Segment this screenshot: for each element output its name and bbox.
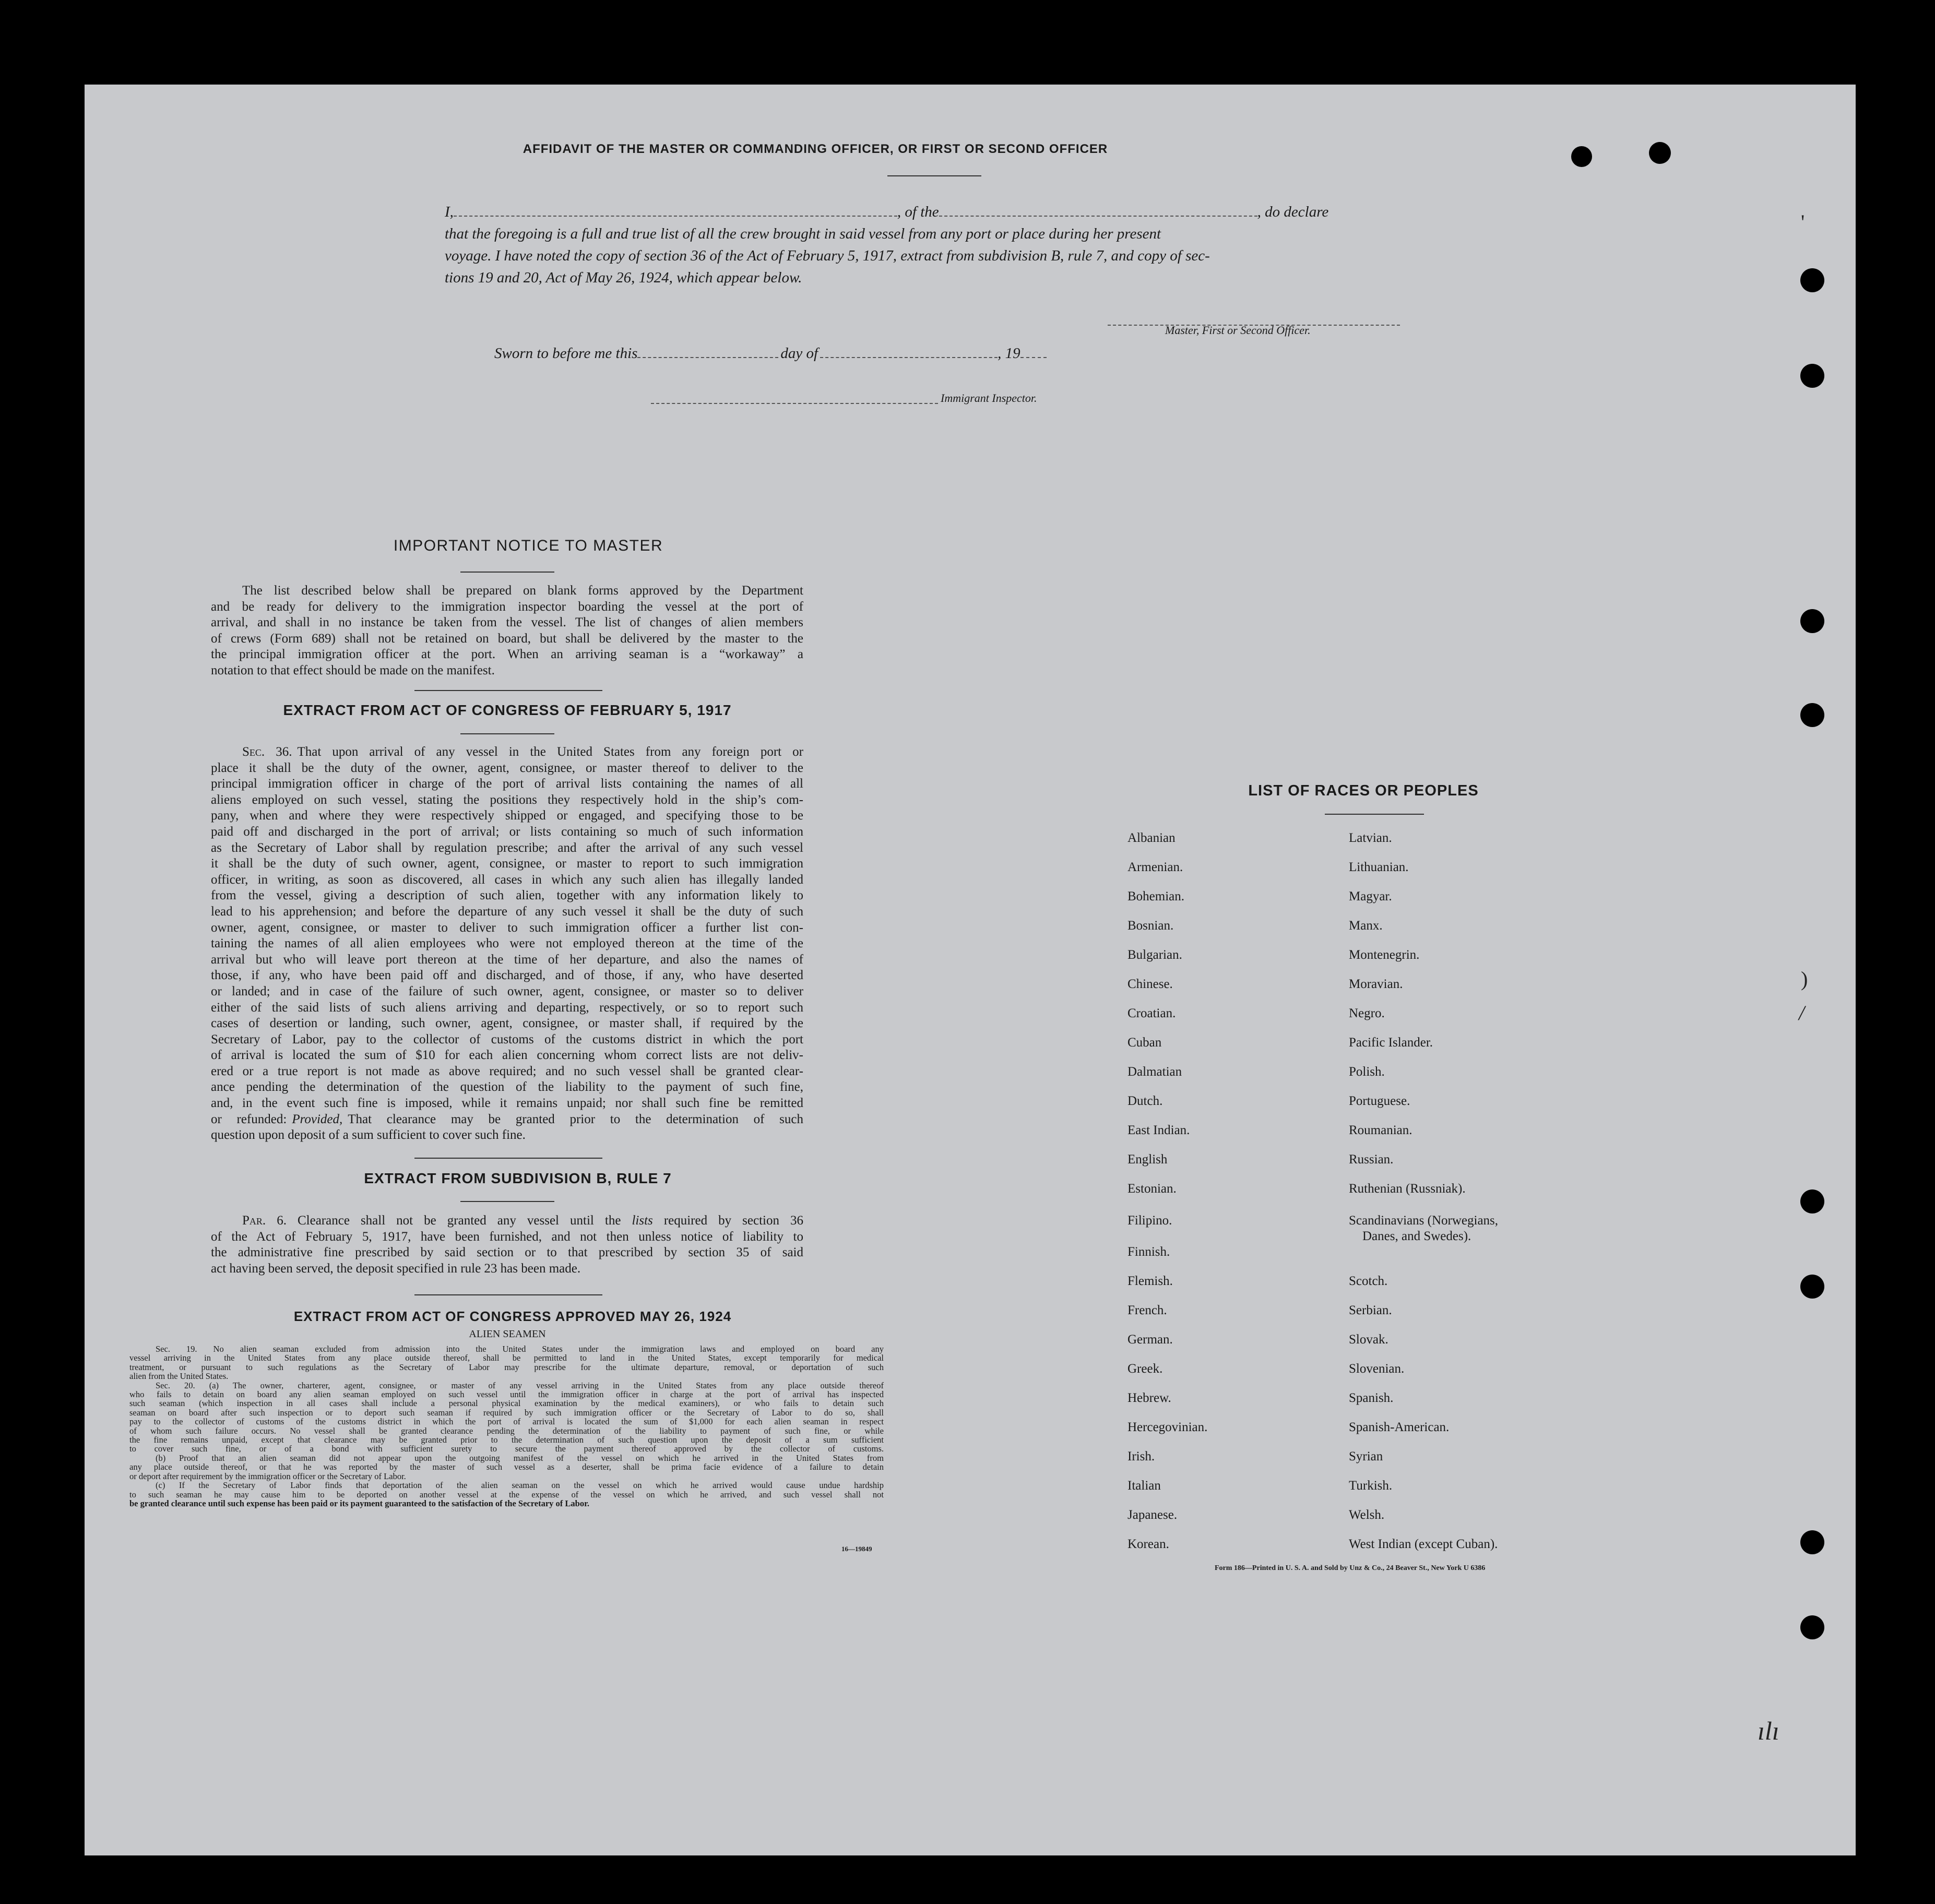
section-36-line: of arrival is located the sum of $10 for each alien concerning whom correct lists are not deliv- [211, 1048, 803, 1063]
race-item: Finnish. [1127, 1245, 1170, 1259]
section-36-line: or landed; and in case of the failure of such owner, agent, consignee, or master so to deliver [211, 984, 803, 998]
section-36-line: Secretary of Labor, pay to the collector of customs of the customs district in which the port [211, 1032, 803, 1046]
section-36-line: officer, in writing, as soon as discovered, all cases in which any such alien has illegally landed [211, 872, 803, 887]
affidavit-line3: voyage. I have noted the copy of section 36 of the Act of February 5, 1917, extract from subdivision B, rule 7, and copy of sec- [445, 247, 1210, 264]
section-36-text: or refunded: [211, 1112, 287, 1126]
rule7-line1 [211, 1213, 803, 1229]
race-item: Filipino. [1127, 1213, 1172, 1228]
section-36-line: it shall be the duty of such owner, agent, consignee, or master to report to such immigration [211, 856, 803, 871]
race-item: Scotch. [1349, 1274, 1388, 1288]
notice-line: of crews (Form 689) shall not be retained on board, but shall be delivered by the master to the [211, 631, 803, 646]
section-1924-line: alien from the United States. [129, 1371, 229, 1382]
rule7-line: the administrative fine prescribed by said section or to that prescribed by section 35 of said [211, 1245, 803, 1260]
extract-1924-title: EXTRACT FROM ACT OF CONGRESS APPROVED MAY 26, 1924 [293, 1308, 732, 1324]
punch-hole [1800, 364, 1824, 388]
section-1924-line: pay to the collector of customs of the customs district in which the port of arrival is located the sum of $1,000 for each alien seaman in respect [129, 1417, 884, 1427]
divider [460, 572, 554, 573]
race-item: German. [1127, 1332, 1173, 1347]
section-1924-line: of whom such failure occurs. No vessel shall be granted clearance pending the determination of the liability to payment of such fine, or while [129, 1425, 884, 1436]
section-36-line: paid off and discharged in the port of arrival; or lists containing so much of such information [211, 824, 803, 839]
section-36-line [211, 744, 803, 760]
divider [1325, 814, 1424, 815]
section-36-text: That clearance may be granted prior to the determination of such [348, 1112, 803, 1126]
notice-line: the principal immigration officer at the port. When an arriving seaman is a “workaway” a [211, 647, 803, 662]
year-blank [1020, 347, 1047, 358]
race-item: Russian. [1349, 1152, 1394, 1167]
race-item: Hercegovinian. [1127, 1420, 1208, 1434]
race-item: Welsh. [1349, 1508, 1385, 1522]
sections-19-20-body [129, 1344, 884, 1508]
section-36-line: either of the said lists of such aliens arriving and departing, respectively, or so to report such [211, 1000, 803, 1015]
notice-line: The list described below shall be prepared on blank forms approved by the Department [242, 584, 803, 598]
margin-mark: / [1799, 1001, 1805, 1025]
section-36-line: arrival but who will leave port thereon at the time of her departure, and also the names of [211, 952, 803, 967]
document-page [85, 85, 1856, 1855]
rule7-body [211, 1213, 803, 1277]
notice-line: arrival, and shall in no instance be taken from the vessel. The list of changes of alien members [211, 615, 803, 630]
section-36-line: principal immigration officer in charge of the port of arrival lists containing the names of all [211, 777, 803, 791]
affidavit-line1 [445, 201, 1431, 223]
affidavit-of-the: , of the [897, 204, 939, 220]
day-of-label: day of [780, 345, 818, 362]
section-36-line: aliens employed on such vessel, stating the positions they respectively hold in the ship’s com- [211, 792, 803, 807]
race-item: Slovenian. [1349, 1362, 1405, 1376]
master-signature-label: Master, First or Second Officer. [1165, 324, 1311, 337]
punch-hole [1571, 146, 1592, 167]
divider [460, 733, 554, 734]
race-item: Turkish. [1349, 1479, 1393, 1493]
month-blank [820, 347, 998, 358]
section-36-line: taining the names of all alien employees who were not employed thereon at the time of the [211, 936, 803, 951]
race-item: East Indian. [1127, 1123, 1190, 1137]
section-36-line: ered or a true report is not made as above required; and no such vessel shall be granted clear- [211, 1064, 803, 1078]
race-item: Moravian. [1349, 977, 1403, 991]
section-36-line: as the Secretary of Labor shall by regulation prescribe; and after the arrival of any such vessel [211, 840, 803, 855]
race-item: Bosnian. [1127, 919, 1174, 933]
race-item: Flemish. [1127, 1274, 1173, 1288]
day-blank [637, 347, 778, 358]
inspector-signature-line [651, 392, 938, 404]
race-item: Montenegrin. [1349, 948, 1420, 962]
section-1924-line: (b) Proof that an alien seaman did not appear upon the outgoing manifest of the vessel on which he arrived in the United States from [156, 1453, 884, 1463]
punch-hole [1800, 268, 1824, 292]
inspector-label: Immigrant Inspector. [941, 391, 1037, 404]
race-item: Negro. [1349, 1006, 1385, 1020]
section-36-line: ance pending the determination of the question of the liability to the payment of such fine, [211, 1080, 803, 1094]
race-item: Dutch. [1127, 1094, 1163, 1108]
affidavit-title: AFFIDAVIT OF THE MASTER OR COMMANDING OFFICER, OR FIRST OR SECOND OFFICER [523, 142, 1108, 156]
race-item: Spanish. [1349, 1391, 1394, 1405]
section-1924-line: to cover such fine, or of a bond with sufficient surety to secure the payment thereof approved by the collector of customs. [129, 1444, 884, 1454]
notice-title: IMPORTANT NOTICE TO MASTER [393, 537, 663, 554]
rule7-line: act having been served, the deposit specified in rule 23 has been made. [211, 1261, 581, 1276]
section-1924-line: (c) If the Secretary of Labor finds that deportation of the alien seaman on the vessel on which he arrived would cause undue hardship [156, 1480, 884, 1491]
name-blank [454, 205, 897, 217]
race-item: English [1127, 1152, 1168, 1167]
section-36-line [211, 1112, 803, 1128]
rule7-title: EXTRACT FROM SUBDIVISION B, RULE 7 [364, 1170, 672, 1186]
section-1924-line: Sec. 19. No alien seaman excluded from admission into the United States under the immigration laws and employed on board any [156, 1344, 884, 1354]
race-item: Dalmatian [1127, 1065, 1182, 1079]
race-item: Bohemian. [1127, 889, 1185, 903]
race-item: Magyar. [1349, 889, 1392, 903]
race-item: Cuban [1127, 1036, 1162, 1050]
affidavit-i: I, [445, 204, 454, 220]
margin-mark: ılı [1758, 1716, 1779, 1745]
form-code: 16—19849 [841, 1545, 872, 1553]
section-1924-line: the fine remains unpaid, except that clearance may be granted prior to the determination of such question upon the deposit of a sum sufficient [129, 1435, 884, 1445]
section-36-text: That upon arrival of any vessel in the United States from any foreign port or [297, 745, 804, 759]
form-footer: Form 186—Printed in U. S. A. and Sold by Unz & Co., 24 Beaver St., New York U 6386 [1215, 1564, 1486, 1572]
section-1924-line: Sec. 20. (a) The owner, charterer, agent, consignee, or master of any vessel arriving in the United States from any place outside thereof [156, 1380, 884, 1390]
race-item: Korean. [1127, 1537, 1169, 1551]
race-item: Syrian [1349, 1449, 1383, 1463]
race-item: Latvian. [1349, 831, 1392, 845]
section-36-line: cases of desertion or landing, such owner, agent, consignee, or master shall, if required by the [211, 1016, 803, 1031]
section-36-line: from the vessel, giving a description of such alien, together with any information likely to [211, 888, 803, 903]
section-label: Sec. 36. [242, 745, 292, 759]
divider [414, 1158, 602, 1159]
vessel-blank [939, 205, 1257, 217]
race-item: Serbian. [1349, 1303, 1392, 1317]
rule7-text: required by section 36 [663, 1213, 804, 1228]
margin-mark: ' [1801, 210, 1805, 234]
race-item: Scandinavians (Norwegians, [1349, 1213, 1499, 1228]
race-item: Manx. [1349, 919, 1383, 933]
sworn-line [494, 342, 1225, 364]
race-item: Roumanian. [1349, 1123, 1412, 1137]
notice-body [211, 583, 803, 679]
race-item: Croatian. [1127, 1006, 1176, 1020]
race-item: Bulgarian. [1127, 948, 1182, 962]
race-item: Portuguese. [1349, 1094, 1410, 1108]
punch-hole [1649, 142, 1671, 164]
notice-line: and be ready for delivery to the immigration inspector boarding the vessel at the port of [211, 599, 803, 614]
section-36-line: lead to his apprehension; and before the departure of any such vessel it shall be the duty of such [211, 904, 803, 919]
section-36-body [211, 744, 803, 1144]
race-item: Pacific Islander. [1349, 1036, 1433, 1050]
extract-1917-title: EXTRACT FROM ACT OF CONGRESS OF FEBRUARY 5, 1917 [283, 702, 732, 718]
section-36-line: question upon deposit of a sum sufficient to cover such fine. [211, 1128, 526, 1143]
race-item: Albanian [1127, 831, 1176, 845]
race-item: Lithuanian. [1349, 860, 1409, 874]
section-1924-line: seaman on board after such inspection or to deport such seaman if required by such immigration officer or the Secretary of Labor to do so, shall [129, 1407, 884, 1418]
rule7-text: Clearance shall not be granted any vessel until the [297, 1213, 621, 1228]
race-item: Spanish-American. [1349, 1420, 1450, 1434]
section-36-line: place it shall be the duty of the owner, agent, consignee, or master thereof to deliver to the [211, 760, 803, 775]
race-item: Polish. [1349, 1065, 1385, 1079]
race-item: Japanese. [1127, 1508, 1178, 1522]
punch-hole [1800, 1530, 1824, 1554]
races-title: LIST OF RACES OR PEOPLES [1248, 782, 1479, 799]
section-36-line: and, in the event such fine is imposed, while it remains unpaid; nor shall such fine be remitted [211, 1096, 803, 1111]
section-1924-line: be granted clearance until such expense has been paid or its payment guaranteed to the satisfaction of the Secretary of Labor. [129, 1498, 590, 1508]
section-36-line: pany, when and where they were respectively shipped or engaged, and specifying those to be [211, 808, 803, 823]
affidavit-line4: tions 19 and 20, Act of May 26, 1924, which appear below. [445, 269, 802, 286]
affidavit-do-declare: , do declare [1257, 204, 1329, 220]
race-item: French. [1127, 1303, 1167, 1317]
margin-mark: ) [1801, 967, 1808, 991]
divider [414, 690, 602, 691]
section-1924-line: or deport after requirement by the immigration officer or the Secretary of Labor. [129, 1471, 406, 1481]
provided-word: Provided, [292, 1112, 343, 1126]
rule7-line: of the Act of February 5, 1917, have been furnished, and not then unless notice of liability to [211, 1229, 803, 1244]
race-item: Estonian. [1127, 1182, 1177, 1196]
divider [414, 1294, 602, 1295]
race-item: Hebrew. [1127, 1391, 1171, 1405]
section-1924-line: treatment, or pursuant to such regulations as the Secretary of Labor may prescribe for the ultimate departure, removal, or deportation of such [129, 1362, 884, 1372]
section-1924-line: vessel arriving in the United States from any place outside thereof, shall be permitted to land in the United States, except temporarily for medical [129, 1353, 884, 1363]
divider [460, 1201, 554, 1202]
race-item: Greek. [1127, 1362, 1163, 1376]
race-item: Italian [1127, 1479, 1161, 1493]
lists-word: lists [632, 1213, 653, 1228]
sworn-label: Sworn to before me this [494, 345, 638, 362]
section-1924-line: who fails to detain on board any alien seaman employed on such vessel until the immigration officer in charge at the port of arrival has inspected [129, 1389, 884, 1400]
punch-hole [1800, 609, 1824, 633]
year-label: , 19 [998, 345, 1020, 362]
affidavit-line2: that the foregoing is a full and true list of all the crew brought in said vessel from any port or place during her present [445, 225, 1161, 242]
section-1924-line: such seaman (which inspection in all cases shall include a personal physical examination by the medical examiners), or who fails to detain such [129, 1398, 884, 1409]
race-item: Irish. [1127, 1449, 1155, 1463]
section-1924-line: any place outside thereof, or that he was reported by the master of such vessel as a deserter, shall be prima facie evidence of a failure to detain [129, 1462, 884, 1472]
section-36-line: those, if any, who have been paid off and discharged, and of those, if any, who have deserted [211, 968, 803, 983]
punch-hole [1800, 1275, 1824, 1299]
alien-seamen-subtitle: ALIEN SEAMEN [469, 1328, 546, 1340]
section-36-line: owner, agent, consignee, or master to deliver to such immigration officer a further list con- [211, 920, 803, 935]
punch-hole [1800, 1189, 1824, 1213]
punch-hole [1800, 1615, 1824, 1639]
race-item: Chinese. [1127, 977, 1173, 991]
race-item: Danes, and Swedes). [1362, 1229, 1471, 1243]
race-item: Armenian. [1127, 860, 1183, 874]
race-item: Ruthenian (Russniak). [1349, 1182, 1466, 1196]
notice-line: notation to that effect should be made on the manifest. [211, 663, 495, 677]
race-item: Slovak. [1349, 1332, 1388, 1347]
race-item: West Indian (except Cuban). [1349, 1537, 1498, 1551]
section-1924-line: to such seaman he may cause him to be deported on another vessel at the expense of the vessel on which he arrived, and such vessel shall not [129, 1489, 884, 1500]
divider [887, 175, 981, 176]
par-label: Par. 6. [242, 1213, 287, 1228]
punch-hole [1800, 703, 1824, 727]
